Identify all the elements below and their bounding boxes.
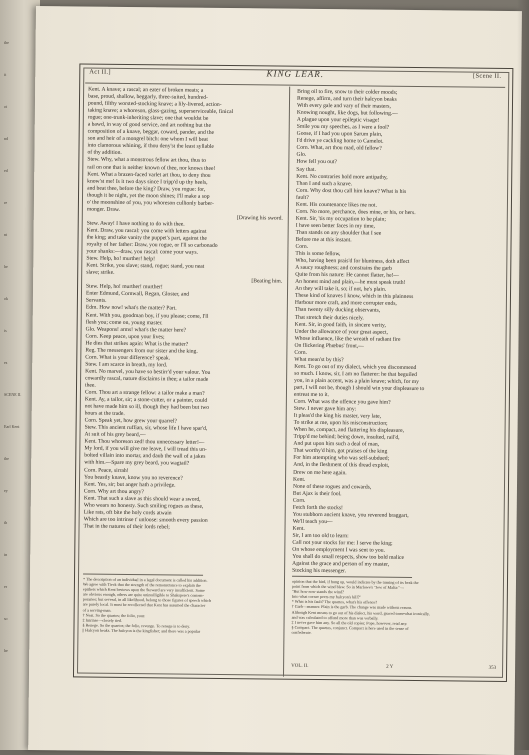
text-line: An they will take it, so; if not, he's plain. [295, 286, 387, 293]
footnote-line: confederate. [291, 629, 312, 635]
text-line: Renege, affirm, and turn their halcyon beaks [297, 95, 397, 103]
text-line: You stubborn ancient knave, you reverend braggart, [292, 511, 409, 519]
text-line: Corn. What, art thou mad, old fellow? [296, 145, 382, 153]
text-line: Stocking his messenger. [292, 567, 347, 575]
text-line: Against the grace and person of my master, [292, 560, 390, 568]
text-line: Stew. Help, ho! murther! help! [86, 255, 155, 263]
text-line: Corn. Why dost thou call him knave? What is his [296, 187, 407, 195]
text-line: Stew. I never gave him any: [293, 405, 357, 413]
text-line: Kent. What a brazen-faced varlet art thou, to deny thou [87, 171, 211, 179]
text-line: But Ajax is their fool. [292, 490, 342, 497]
text-line: Kent. [292, 525, 305, 532]
footnote-line: "But how now stands the wind? [291, 588, 344, 595]
text-line: Corn. What was the offence you gave him? [293, 398, 391, 406]
text-line: How fell you out? [296, 159, 337, 166]
text-line: Stew. This ancient ruffian, sir, whose life I have spar'd, [84, 424, 208, 433]
text-line: It pleas'd the king his master, very late, [293, 412, 382, 420]
text-line: Before me at this instant. [295, 236, 352, 244]
footer-signature: 2 Y [386, 664, 394, 670]
footnote-line: || Halcyon beaks. The halcyon is the kingfisher; and there was a popular [82, 627, 201, 634]
adjacent-page-text: the [4, 40, 9, 45]
text-line: Than twenty silly ducking observants, [294, 307, 381, 315]
text-line: None of these rogues and cowards, [292, 483, 372, 491]
text-line: Kent. Yes, sir; but anger hath a privilege. [83, 481, 176, 489]
adjacent-page-text: th [4, 520, 8, 525]
text-line: Kent. To go out of my dialect, which you discommend [294, 363, 417, 371]
header-act: Act II.] [89, 68, 111, 76]
text-line: On whose employment I was sent to you. [292, 546, 385, 554]
text-line: Kent. [293, 476, 306, 483]
footer-volume: VOL. II. [291, 663, 309, 669]
page-number: 353 [488, 665, 497, 671]
text-line: Goose, if I had you upon Sarum plain, [296, 131, 383, 138]
adjacent-page-text: er [4, 584, 8, 589]
text-line: Kent. Ay, a tailor, sir; a stone-cutter, or a painter, could [84, 396, 208, 404]
text-line: Drew on me here again. [293, 469, 347, 476]
text-line: Reg. The messengers from our sister and the king. [85, 347, 198, 355]
text-line: with him.—Spare my grey beard, you wagtail? [84, 460, 190, 468]
footnote-line: * What is his fault? The quartos, what's his offence? [291, 599, 378, 605]
adjacent-page-text: ed [4, 168, 8, 173]
header-scene: [Scene II. [472, 72, 502, 80]
text-line: Servants. [85, 297, 107, 305]
text-line: What mean'st by this? [294, 356, 344, 364]
footnote-line: We agree with Tieck that the strength of the remonstrance to explain the [82, 581, 201, 588]
text-line: Than stands on any shoulder that I see [295, 229, 382, 237]
text-line: He dies that strikes again: What is the matter? [85, 340, 189, 348]
adjacent-page-text: re [4, 200, 8, 205]
text-line: though it be night, yet the moon shines; I'll make a sop [86, 192, 210, 200]
text-line: Kent. Thou whoreson zed! thou unnecessary letter!— [84, 438, 205, 447]
text-line: hours at the trade. [84, 410, 125, 418]
text-line: Kent. No contraries hold more antipathy, [296, 173, 388, 181]
footnote-line: Into what corner peers my halcyon's bill?" [291, 593, 362, 600]
adjacent-page-text: in [4, 552, 8, 557]
text-line: Kent. A knave; a rascal; an eater of broken meats; a [88, 86, 204, 94]
text-line: Fetch forth the stocks! [292, 504, 343, 512]
text-line: o' the moonshine of you, you whoreson cullionly barber- [86, 199, 214, 207]
text-line: Say that. [296, 166, 316, 173]
text-line: Corn. [292, 497, 306, 504]
text-line: Who, having been prais'd for bluntness, doth affect [295, 257, 410, 266]
adjacent-page-text: so [4, 616, 8, 621]
footnote-line: † Neat. So the quartos; the folio, your. [82, 612, 146, 618]
text-line: An honest mind and plain,—he must speak truth! [295, 278, 406, 287]
text-line: My lord, if you will give me leave, I will tread this un- [84, 445, 207, 454]
text-line: Stew. Why, what a monstrous fellow art thou, thus to [87, 157, 206, 165]
text-line: Corn. Peace, sirrah! [84, 467, 129, 474]
text-line: [Beating him. [251, 278, 283, 285]
text-line: not have made him so ill, though they had been but two [84, 403, 210, 411]
text-line: You shall do small respects, show too bold malice [292, 553, 405, 561]
adjacent-page-text: nt [4, 232, 8, 237]
text-line: Glo. Weapons! arms! what's the matter here? [85, 326, 186, 334]
text-line: Stew. Away! I have nothing to do with thee. [86, 220, 185, 228]
text-line: Corn. What is your difference? speak. [85, 354, 171, 362]
text-line: entreat me to it. [293, 391, 330, 399]
text-line: Who wears no honesty. Such smiling rogues as these, [83, 502, 204, 510]
adjacent-page-text: Earl Kent [4, 424, 20, 429]
text-line: composition of a knave, beggar, coward, pander, and the [87, 128, 215, 137]
text-line: bolted villain into mortar, and daub the wall of a jakes [84, 452, 206, 461]
text-line: Stew. Help, ho! murther! murther! [86, 283, 163, 291]
text-line: Tripp'd me behind; being down, insulted, rail'd, [293, 434, 400, 442]
text-line: slave; strike. [86, 269, 115, 277]
text-line: know'st me! Is it two days since I tripp'd up thy heels, [87, 178, 208, 186]
text-line: Kent. That such a slave as this should wear a sword, [83, 495, 201, 503]
text-line: part, I will not be, though I should win your displeasure to [293, 384, 425, 393]
footnote-line: of a serving-man. [82, 607, 112, 613]
header-title: KING LEAR. [266, 68, 325, 80]
adjacent-page-text: nd [4, 136, 8, 141]
text-line: taking knave; a whoreson, glass-gazing, superserviceable, finical [87, 107, 234, 116]
text-line: into clamorous whining, if thou deny'st the least syllable [87, 142, 214, 151]
text-line: Smile you my speeches, as I were a fool? [296, 123, 390, 131]
text-line: When he, compact, and flattering his displeasure, [293, 426, 405, 435]
adjacent-page-text: he [4, 264, 8, 269]
footnote-line: opinion that the bird, if hung up, would indicate by the turning of its beak the [291, 578, 419, 586]
text-line: Kent. His countenance likes me not. [295, 201, 377, 209]
text-line: Harbour more craft, and more corrupter ends, [294, 300, 397, 308]
text-line: monger. Draw. [86, 206, 120, 213]
text-line: With every gale and vary of their masters, [296, 102, 391, 110]
text-line: For him attempting who was self-subdued; [293, 455, 390, 463]
text-line: pound, filthy worsted-stocking knave; a lily-livered, action- [87, 100, 222, 109]
footnote-line: ‡ Intrinse—closely tied. [82, 617, 123, 623]
footnote-line: § Compact. The quartos, conjunct. Compact is here used in the sense of [291, 624, 409, 631]
adjacent-page-text: es [4, 360, 8, 365]
text-line: Corn. Why art thou angry? [83, 488, 144, 495]
footnote-line: Although Kent means to go out of his dialect, his word, graced somewhat ironically, [291, 609, 430, 616]
text-line: Enter Edmund, Cornwall, Regan, Gloster, and [85, 290, 190, 298]
text-line: Kent. Strike, you slave; stand, rogue; stand, you neat [86, 262, 205, 270]
footnote-line: are purely local. It must be recollected that Kent has assumed the character [82, 601, 206, 609]
footnote-line: † Garb—manner. Plain is the garb. The change was made without reason. [291, 604, 413, 611]
text-line: And, in the fleshment of this dread exploit, [293, 462, 390, 470]
adjacent-page-text: it [4, 72, 7, 77]
text-line: At suit of his grey beard,— [84, 431, 146, 439]
text-line: Under the allowance of your great aspect, [294, 328, 388, 336]
footnote-line: § Renege. So the quartos; the folio, revenge. To renege is to deny. [82, 622, 191, 629]
right-text-column [292, 89, 502, 577]
adjacent-page-text: ey [4, 488, 8, 493]
text-line: Which are too intrinse t' unloose: smooth every passion [83, 516, 208, 524]
text-line: You beastly knave, know you no reverence? [84, 474, 183, 482]
adjacent-page-text: the [4, 456, 9, 461]
text-line: cowardly rascal, nature disclaims in thee; a tailor made [85, 375, 209, 383]
footnote-line: epithets which Kent bestows upon the Steward are very insufficient. Some [82, 586, 205, 593]
footnotes-right [291, 579, 497, 637]
text-line: Corn. Thou art a strange fellow: a tailor make a man? [84, 389, 205, 397]
text-line: Quite from his nature: He cannot flatter, he!— [295, 271, 400, 280]
text-line: Kent. Draw, you rascal: you come with letters against [86, 227, 207, 235]
text-line: Call not your stocks for me: I serve the king; [292, 539, 393, 547]
text-line: We'll teach you— [292, 518, 333, 525]
text-line: Kent. Sir, 'tis my occupation to be plain; [295, 215, 386, 223]
text-line: On flickering Phœbus' front,— [294, 342, 364, 350]
text-line: That in the natures of their lords rebel; [83, 523, 170, 531]
adjacent-page-text: ok [4, 296, 8, 301]
text-line: royalty of her father: Draw, you rogue, or I'll so carbonado [86, 241, 218, 249]
footnote-line: are obvious enough, others are quite unintelligible to Shakspere's contem- [82, 591, 204, 599]
adjacent-page-text: SCENE II. [4, 392, 22, 397]
text-line: This is some fellow, [295, 250, 341, 258]
text-line: Like rats, oft bite the holy cords atwain [83, 509, 172, 517]
adjacent-page-text: he [4, 648, 8, 653]
text-line: rogue; one-trunk-inheriting slave; one that wouldst be [87, 114, 209, 122]
text-line: Bring oil to fire, snow to their colder moods; [297, 88, 398, 96]
text-line: your shanks:—draw, you rascal: come your ways. [86, 248, 198, 256]
text-line: Than I and such a knave. [296, 180, 353, 187]
footnotes-left [82, 577, 279, 635]
text-line: A saucy roughness; and constrains the garb [295, 264, 392, 272]
book-page [28, 6, 522, 755]
text-line: Kent. Sir, in good faith, in sincere verity, [294, 321, 386, 329]
text-line: These kind of knaves I know, which in this plainness [294, 293, 414, 301]
text-line: And put upon him such a deal of man, [293, 441, 380, 448]
text-line: Edm. How now! what's the matter? Part. [85, 304, 177, 312]
footnote-line: * The description of an individual in a legal document is called his addition. [82, 576, 208, 583]
footnote-line: and was calculated to offend more than was verbally. [291, 614, 379, 621]
text-line: Corn. Speak yet, how grew your quarrel? [84, 417, 177, 425]
text-line: Glo. [296, 152, 307, 159]
text-line: To strike at me, upon his misconstruction; [293, 419, 388, 427]
footnote-line: ‡ I never gave him any. So all the old copies; Pope, however, read any. [291, 619, 408, 626]
text-line: base, proud, shallow, beggarly, three-suited, hundred- [88, 93, 208, 101]
footnote-line: poraries; but several, in all likelihood, belong to those figures of speech which [82, 596, 212, 604]
text-line: a bawd, in way of good service, and art nothing but the [87, 121, 211, 130]
text-line: Kent. No marvel, you have so bestirr'd your valour. You [85, 368, 211, 376]
text-line: so much. I know, sir, I am no flatterer: he that beguiled [294, 370, 417, 378]
text-line: of thy addition. [87, 149, 122, 157]
left-text-column [84, 87, 285, 533]
text-line: Sir, I am too old to learn: [292, 532, 349, 540]
text-line: son and heir of a mongrel bitch: one whom I will beat [87, 135, 209, 144]
text-line: Knowing nought, like dogs, but following.— [296, 109, 398, 117]
text-line: Kent. With you, goodman boy, if you please; come, I'll [85, 312, 209, 320]
text-line: thee. [84, 382, 96, 389]
text-line: Corn. Keep peace, upon your lives; [85, 333, 165, 341]
text-line: I'd drive ye cackling home to Camelot. [296, 138, 384, 145]
text-line: Whose influence, like the wreath of radiant fire [294, 335, 401, 343]
text-line: [Drawing his sword. [236, 214, 283, 222]
text-line: Corn. [295, 243, 309, 250]
text-line: I have seen better faces in my time, [295, 222, 375, 230]
adjacent-page-text: ot [4, 104, 8, 109]
text-line: That stretch their duties nicely. [294, 314, 364, 321]
text-line: That worthy'd him, got praises of the king [293, 448, 388, 456]
text-line: Corn. [294, 349, 308, 356]
footnote-line: point from which the wind blew. So in Marlowe's "Jew of Malta:"— [291, 583, 405, 590]
adjacent-page-text: is [4, 328, 7, 333]
text-line: the king; and take vanity the puppet's part, against the [86, 234, 207, 242]
text-line: rail on one that is neither known of thee, nor knows thee! [87, 164, 216, 172]
text-line: Stew. I am scarce in breath, my lord. [85, 361, 168, 369]
edge-shadow [517, 0, 529, 750]
text-line: Corn. No more, perchance, does mine, or his, or hers. [295, 208, 416, 216]
text-line: fault? [295, 194, 309, 201]
text-line: and beat thee, before the king? Draw, you rogue: for, [87, 185, 206, 193]
text-line: you, in a plain accent, was a plain knave; which, for my [294, 377, 420, 385]
text-line: flesh you; come on, young master. [85, 319, 163, 326]
text-line: A plague upon your epileptic visage! [296, 116, 380, 124]
